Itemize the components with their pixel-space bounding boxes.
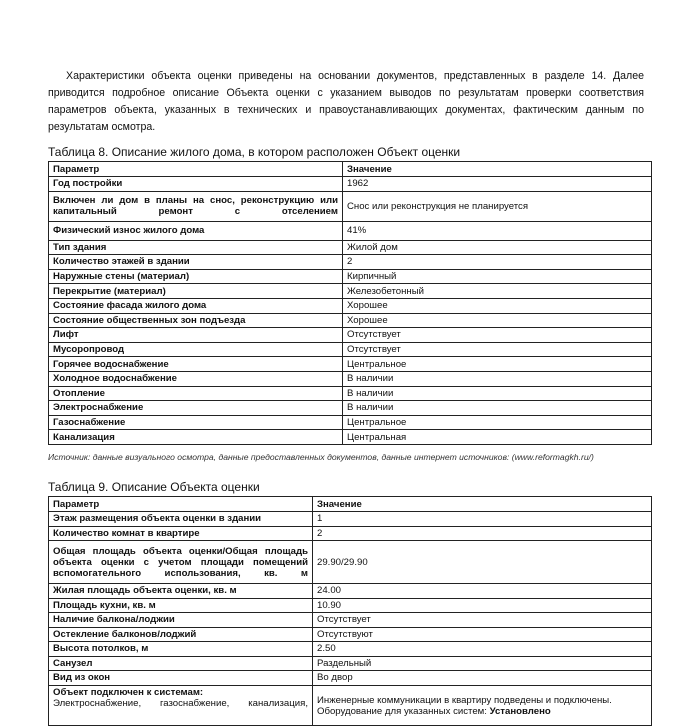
- table-row: [49, 401, 652, 416]
- value-cell: Раздельный: [313, 656, 652, 671]
- table-row: [49, 191, 652, 221]
- table-row: [49, 541, 652, 584]
- param-cell: Количество этажей в здании: [49, 255, 343, 270]
- value-cell: 29.90/29.90: [313, 541, 652, 584]
- param-cell: Физический износ жилого дома: [49, 221, 343, 240]
- table-row: [49, 598, 652, 613]
- table-row: [49, 526, 652, 541]
- value-cell: 10.90: [313, 598, 652, 613]
- value-cell: Центральная: [343, 430, 652, 445]
- header-value: Значение: [343, 162, 652, 177]
- table-row: [49, 671, 652, 686]
- param-cell: Холодное водоснабжение: [49, 371, 343, 386]
- param-cell: Жилая площадь объекта оценки, кв. м: [49, 584, 313, 599]
- value-cell: Жилой дом: [343, 240, 652, 255]
- value-cell: Отсутствует: [343, 328, 652, 343]
- systems-value: Инженерные коммуникации в квартиру подведены и подключены. Оборудование для указанных систем:: [317, 694, 612, 717]
- value-cell: В наличии: [343, 386, 652, 401]
- value-cell: Во двор: [313, 671, 652, 686]
- header-param: Параметр: [49, 497, 313, 512]
- value-cell: Отсутствует: [313, 613, 652, 628]
- param-cell: Санузел: [49, 656, 313, 671]
- table-row: [49, 430, 652, 445]
- table-row: [49, 255, 652, 270]
- table-row: [49, 313, 652, 328]
- table-row: [49, 613, 652, 628]
- value-cell: Хорошее: [343, 298, 652, 313]
- table-row: [49, 584, 652, 599]
- systems-list: Электроснабжение, газоснабжение, канализация,: [53, 697, 308, 709]
- param-cell: Общая площадь объекта оценки/Общая площадь объекта оценки с учетом площади помещений вспомогательного использования, кв. м: [49, 541, 313, 584]
- param-cell: Отопление: [49, 386, 343, 401]
- value-cell: 2: [343, 255, 652, 270]
- param-cell: Этаж размещения объекта оценки в здании: [49, 512, 313, 527]
- value-cell: 1: [313, 512, 652, 527]
- table-row: [49, 656, 652, 671]
- table-row: [49, 415, 652, 430]
- param-cell: Высота потолков, м: [49, 642, 313, 657]
- table-header-row: [49, 162, 652, 177]
- value-cell: 41%: [343, 221, 652, 240]
- value-cell: В наличии: [343, 371, 652, 386]
- param-cell: Мусоропровод: [49, 342, 343, 357]
- intro-text: Характеристики объекта оценки приведены на основании документов, представленных в разделе 14. Далее приводится подробное описание Объекта оценки с указанием выводов по результатам проверки соответствия параметров объекта, указанных в технических и правоустанавливающих документах, фактическим данным по результатам осмотра.: [48, 70, 644, 133]
- table-row: [49, 627, 652, 642]
- header-value: Значение: [313, 497, 652, 512]
- value-cell: Отсутствуют: [313, 627, 652, 642]
- param-cell: Год постройки: [49, 177, 343, 192]
- table-row: [49, 685, 652, 725]
- table-row: [49, 284, 652, 299]
- building-table: [48, 161, 652, 445]
- value-cell: Центральное: [343, 357, 652, 372]
- table-row: [49, 269, 652, 284]
- object-table: [48, 496, 652, 726]
- value-cell: В наличии: [343, 401, 652, 416]
- table-header-row: [49, 497, 652, 512]
- table-row: [49, 221, 652, 240]
- table-row: [49, 298, 652, 313]
- table-row: [49, 177, 652, 192]
- param-cell: Газоснабжение: [49, 415, 343, 430]
- table8-caption: Таблица 8. Описание жилого дома, в котором расположен Объект оценки: [48, 145, 461, 159]
- table-row: [49, 371, 652, 386]
- value-cell: Отсутствует: [343, 342, 652, 357]
- value-cell: 1962: [343, 177, 652, 192]
- header-param: Параметр: [49, 162, 343, 177]
- value-cell: Железобетонный: [343, 284, 652, 299]
- value-cell: [313, 685, 652, 725]
- table-row: [49, 240, 652, 255]
- value-cell: Центральное: [343, 415, 652, 430]
- param-cell: Включен ли дом в планы на снос, реконструкцию или капитальный ремонт с отселением: [49, 191, 343, 221]
- value-cell: Кирпичный: [343, 269, 652, 284]
- table9-caption: Таблица 9. Описание Объекта оценки: [48, 480, 260, 494]
- param-cell: Вид из окон: [49, 671, 313, 686]
- table-row: [49, 386, 652, 401]
- param-cell: Электроснабжение: [49, 401, 343, 416]
- table-row: [49, 512, 652, 527]
- intro-paragraph: [48, 68, 644, 136]
- value-cell: 24.00: [313, 584, 652, 599]
- value-cell: 2.50: [313, 642, 652, 657]
- param-cell: Состояние общественных зон подъезда: [49, 313, 343, 328]
- value-cell: Снос или реконструкция не планируется: [343, 191, 652, 221]
- param-cell: [49, 685, 313, 725]
- value-cell: Хорошее: [343, 313, 652, 328]
- table-row: [49, 328, 652, 343]
- param-cell: Остекление балконов/лоджий: [49, 627, 313, 642]
- table-row: [49, 642, 652, 657]
- param-cell: Наружные стены (материал): [49, 269, 343, 284]
- systems-label: Объект подключен к системам:: [53, 686, 204, 698]
- param-cell: Перекрытие (материал): [49, 284, 343, 299]
- param-cell: Площадь кухни, кв. м: [49, 598, 313, 613]
- param-cell: Наличие балкона/лоджии: [49, 613, 313, 628]
- param-cell: Количество комнат в квартире: [49, 526, 313, 541]
- systems-status: Установлено: [489, 705, 551, 717]
- param-cell: Состояние фасада жилого дома: [49, 298, 343, 313]
- param-cell: Лифт: [49, 328, 343, 343]
- param-cell: Канализация: [49, 430, 343, 445]
- param-cell: Горячее водоснабжение: [49, 357, 343, 372]
- table-row: [49, 342, 652, 357]
- table-row: [49, 357, 652, 372]
- value-cell: 2: [313, 526, 652, 541]
- param-cell: Тип здания: [49, 240, 343, 255]
- table8-source: Источник: данные визуального осмотра, данные предоставленных документов, данные интернет источников: (www.reformagkh.ru/): [48, 452, 594, 462]
